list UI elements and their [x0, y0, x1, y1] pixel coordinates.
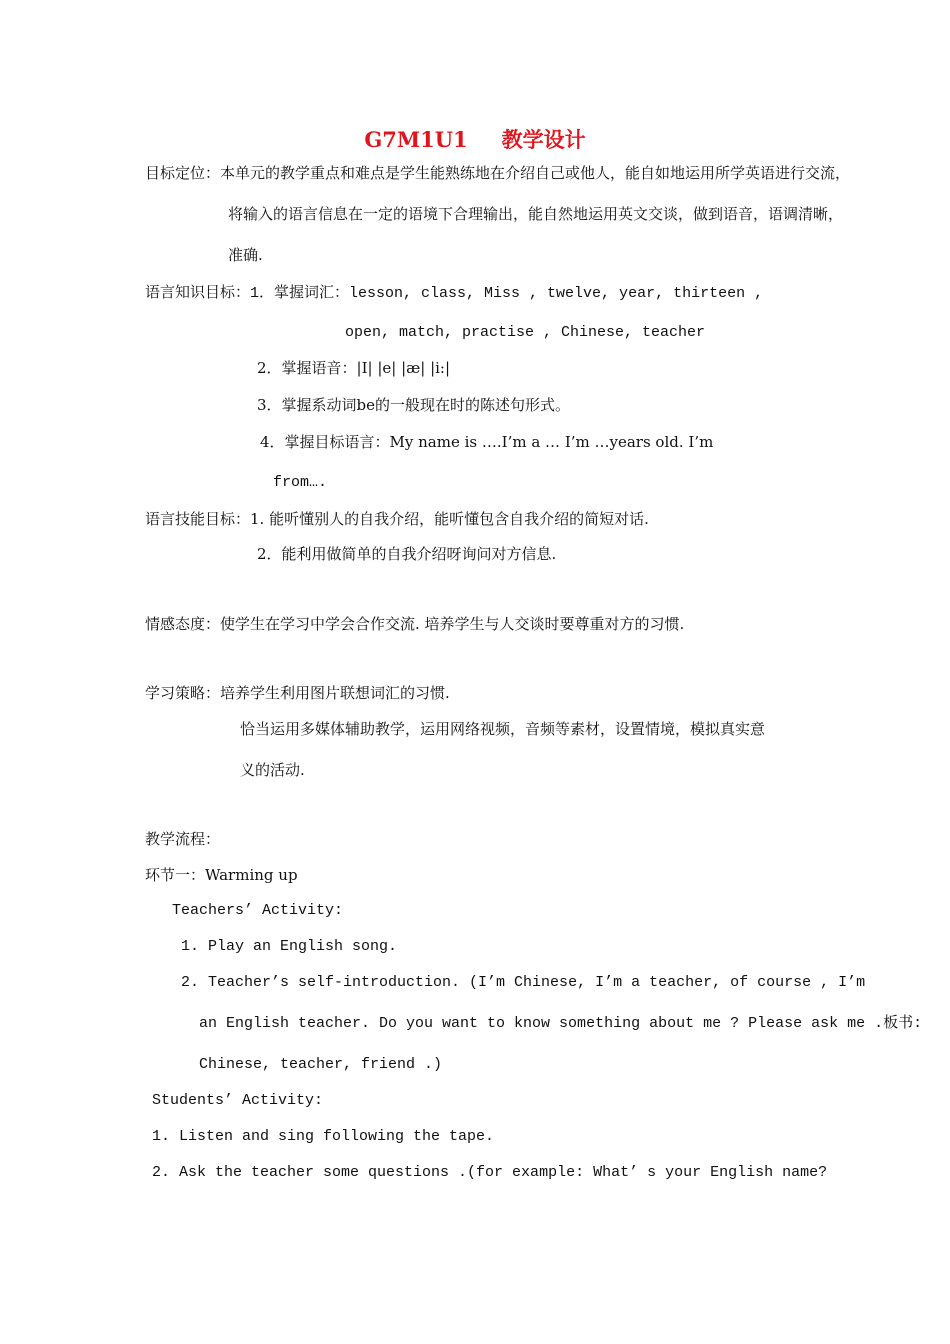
page-title: [0, 124, 950, 154]
teacher-item-1: 1. Play an English song.: [181, 938, 398, 955]
process-step-1: 环节一：Warming up: [145, 866, 298, 884]
skills-line-1: [145, 509, 649, 529]
title-code: G7M1U1: [364, 127, 468, 152]
teachers-activity-label: Teachers’ Activity:: [172, 902, 344, 919]
goal-label: 目标定位：: [145, 164, 221, 182]
skills-item-1: 1. 能听懂别人的自我介绍，能听懂包含自我介绍的简短对话.: [250, 510, 649, 528]
knowledge-item-3: 3．掌握系动词be的一般现在时的陈述句形式。: [257, 396, 571, 414]
knowledge-item-1-cont: open, match, practise , Chinese, teacher: [345, 324, 706, 341]
skills-item-2: 2．能利用做简单的自我介绍呀询问对方信息.: [257, 545, 557, 563]
knowledge-item-1: 1．掌握词汇：lesson, class, Miss , twelve, year, thirteen ,: [250, 285, 764, 302]
strategy-line-2: 恰当运用多媒体辅助教学，运用网络视频，音频等素材，设置情境，模拟真实意: [240, 720, 766, 738]
teacher-item-2-line-3: Chinese, teacher, friend .): [199, 1056, 443, 1073]
knowledge-label: 语言知识目标：: [145, 283, 251, 301]
attitude-text: 情感态度：使学生在学习中学会合作交流. 培养学生与人交谈时要尊重对方的习惯.: [145, 615, 685, 633]
students-activity-label: Students’ Activity:: [152, 1092, 324, 1109]
goal-line-1: [145, 163, 850, 183]
goal-text-1: 本单元的教学重点和难点是学生能熟练地在介绍自己或他人，能自如地运用所学英语进行交流，: [220, 164, 851, 182]
skills-label: 语言技能目标：: [145, 510, 251, 528]
knowledge-item-4: 4．掌握目标语言：My name is ….I’m a … I’m …years old. I’m: [260, 433, 714, 451]
teacher-item-2-line-2: an English teacher. Do you want to know something about me ? Please ask me .板书:: [199, 1015, 923, 1032]
student-item-2: 2. Ask the teacher some questions .(for example: What’ s your English name?: [152, 1164, 828, 1181]
strategy-line-1: 学习策略：培养学生利用图片联想词汇的习惯.: [145, 684, 450, 702]
student-item-1: 1. Listen and sing following the tape.: [152, 1128, 495, 1145]
goal-text-2: 将输入的语言信息在一定的语境下合理输出，能自然地运用英文交谈，做到语音，语调清晰，: [228, 205, 844, 223]
teacher-item-2-line-1: 2. Teacher’s self-introduction. (I’m Chinese, I’m a teacher, of course , I’m: [181, 974, 866, 991]
process-heading: 教学流程：: [145, 830, 221, 848]
knowledge-item-4-cont: from….: [273, 474, 328, 491]
title-text: 教学设计: [501, 127, 586, 152]
goal-text-3: 准确.: [228, 246, 263, 264]
knowledge-line-1: [145, 282, 763, 304]
strategy-line-3: 义的活动.: [240, 761, 305, 779]
knowledge-item-2: 2．掌握语音：|I| |e| |æ| |i:|: [257, 359, 451, 377]
